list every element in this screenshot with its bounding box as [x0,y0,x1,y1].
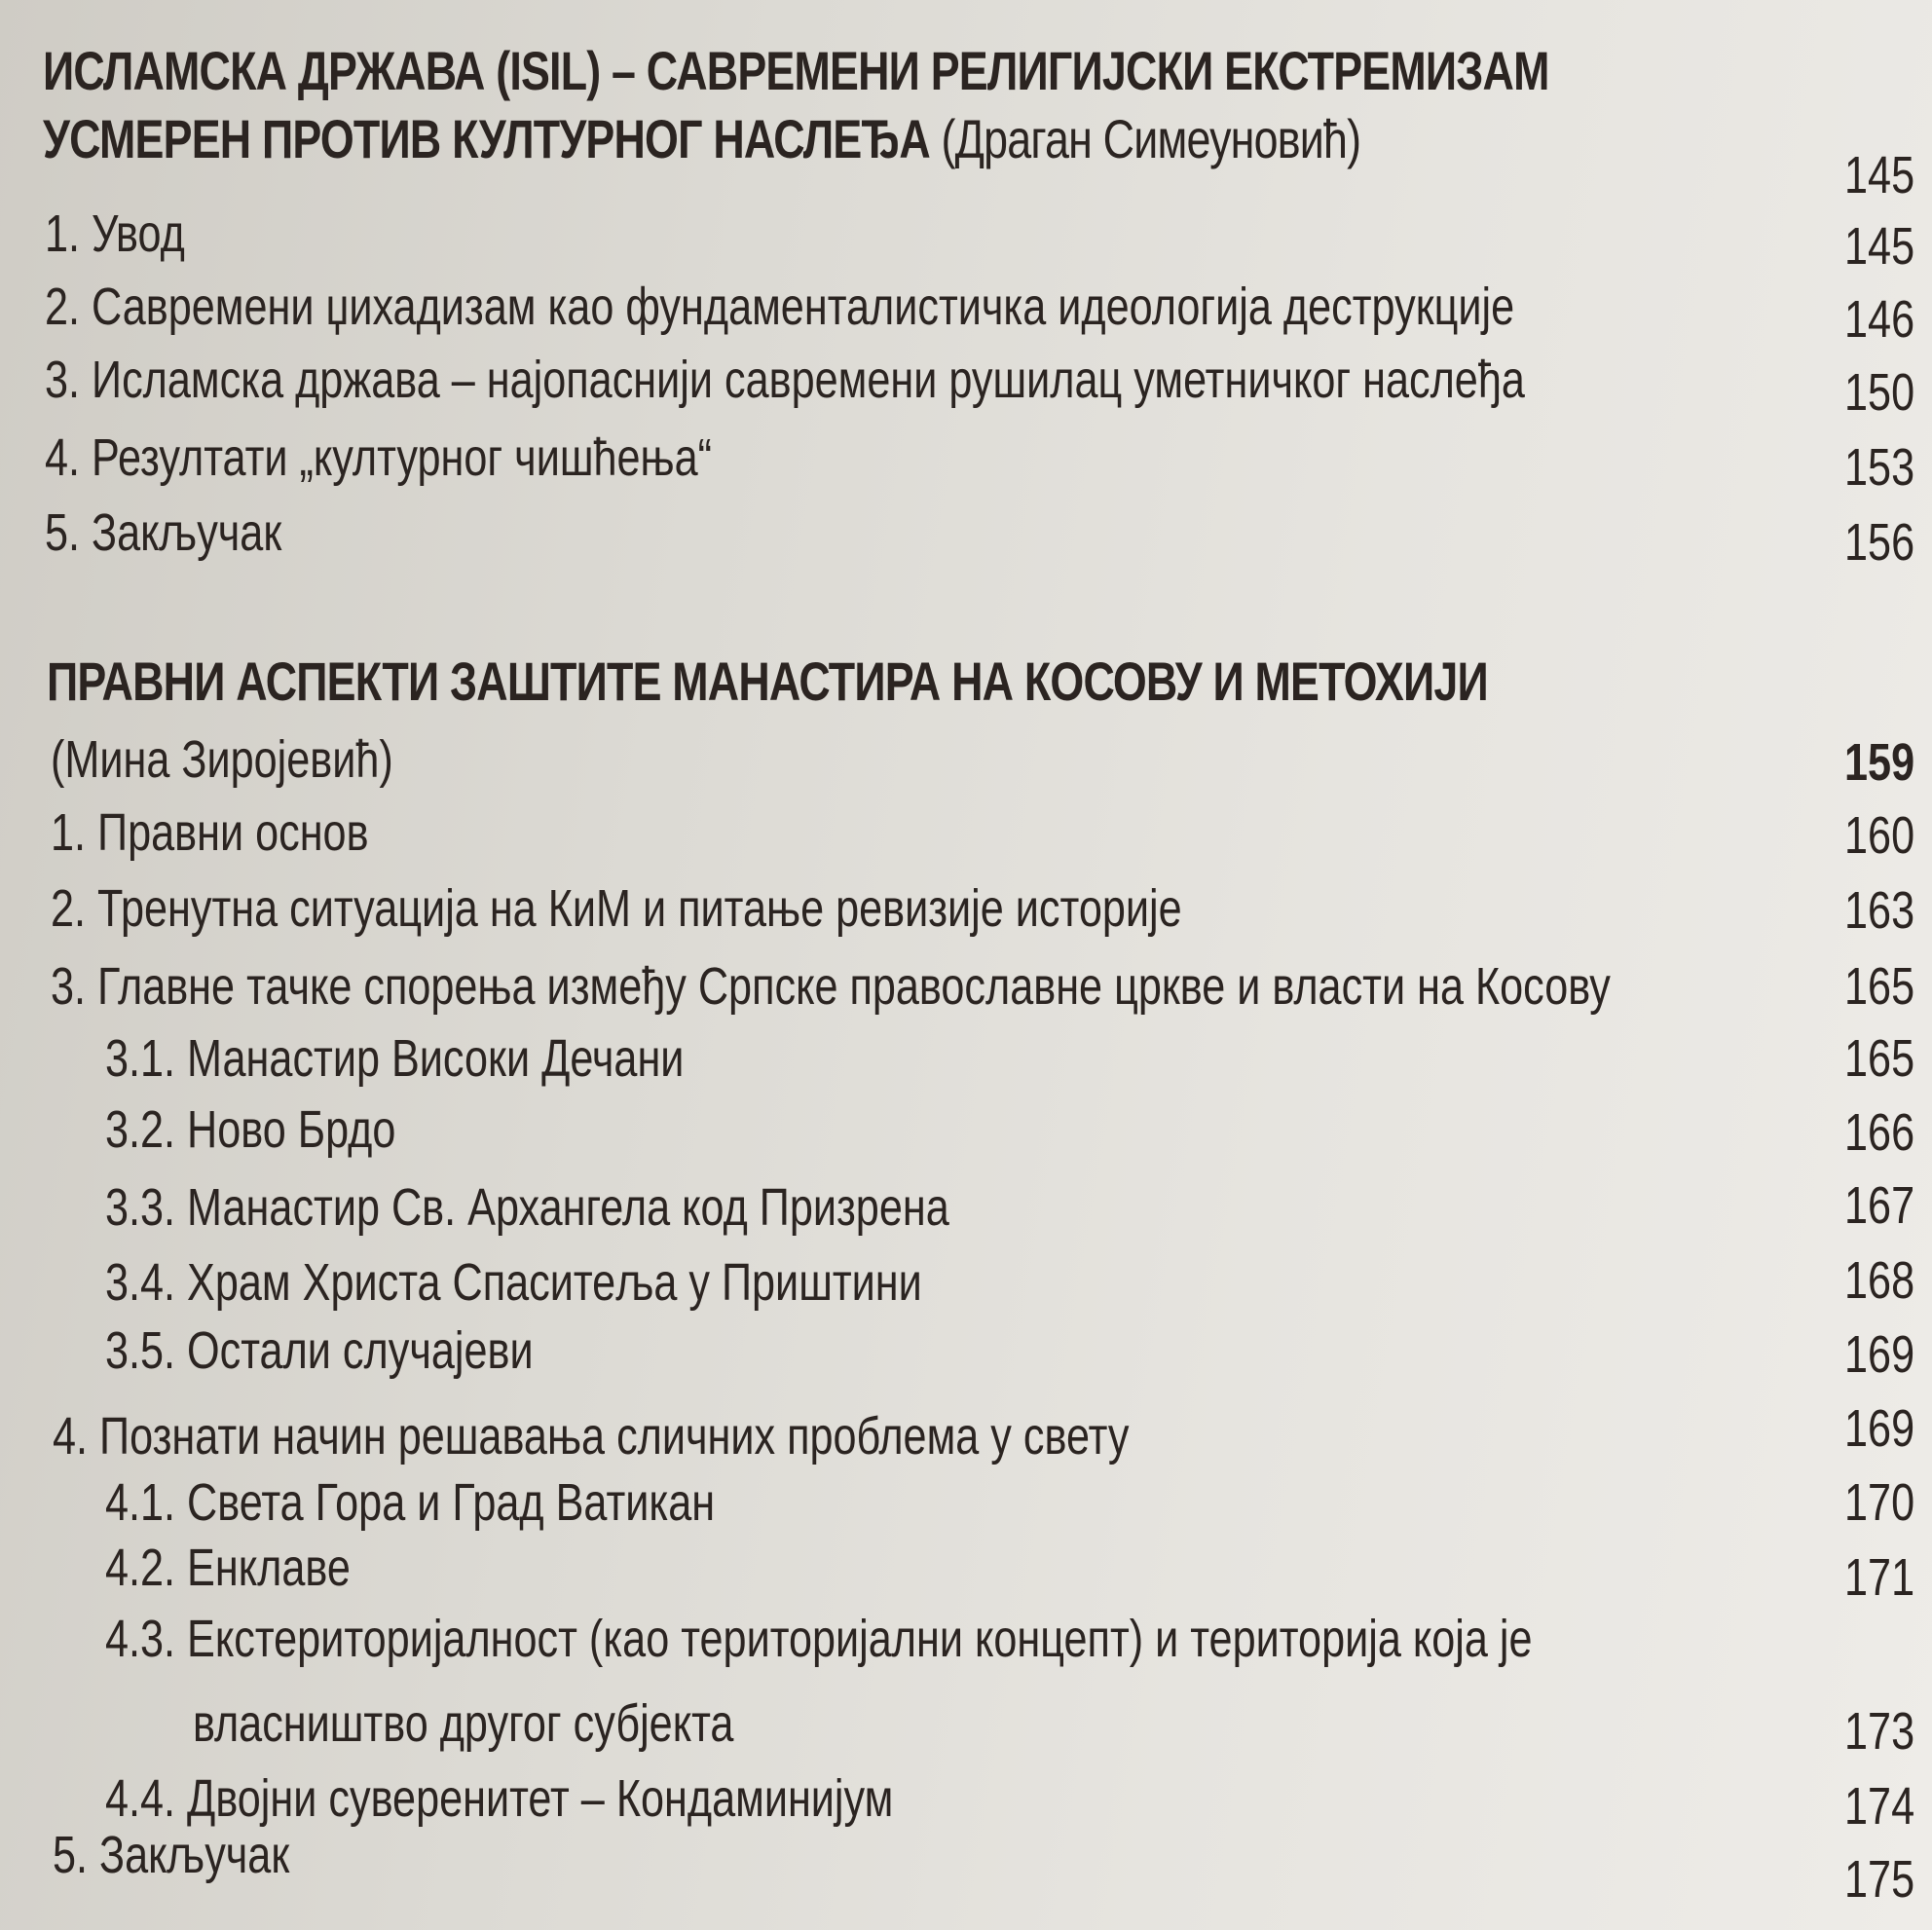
toc-entry: 3.5. Остали случајеви [105,1321,534,1380]
section-1-title-text: УСМЕРЕН ПРОТИВ КУЛТУРНОГ НАСЛЕЂА [43,108,930,169]
toc-page-number: 166 [1843,1103,1914,1162]
toc-page-number: 174 [1843,1777,1914,1836]
toc-page-number: 146 [1843,290,1914,349]
toc-page-number: 169 [1843,1399,1914,1458]
section-1-author: (Драган Симеуновић) [941,108,1361,169]
toc-page-number: 173 [1843,1702,1914,1761]
toc-page-number: 170 [1843,1473,1914,1532]
toc-entry: 1. Увод [45,204,185,263]
toc-entry: 3.1. Манастир Високи Дечани [105,1029,685,1088]
section-1-title-line-2 [43,105,1360,173]
toc-entry: 1. Правни основ [51,803,369,862]
toc-page-number: 153 [1843,438,1914,497]
toc-entry: 3.2. Ново Брдо [105,1100,396,1159]
toc-page-number: 169 [1843,1325,1914,1384]
toc-entry: 4.2. Енклаве [105,1539,351,1597]
toc-page-number: 165 [1843,957,1914,1016]
toc-entry: 3. Главне тачке спорења између Српске православне цркве и власти на Косову [51,957,1611,1016]
toc-page-number: 163 [1843,881,1914,940]
toc-entry: 3. Исламска држава – најопаснији савремени рушилац уметничког наслеђа [45,351,1525,409]
toc-entry: 4.3. Екстериторијалност (као територијални концепт) и територија која је [105,1610,1533,1668]
toc-page-number: 175 [1843,1850,1914,1909]
toc-entry: 3.3. Манастир Св. Архангела код Призрена [105,1178,949,1237]
section-1-title-line-1: ИСЛАМСКА ДРЖАВА (ISIL) – САВРЕМЕНИ РЕЛИГИЈСКИ ЕКСТРЕМИЗАМ [43,40,1549,101]
section-2-author: (Мина Зиројевић) [51,730,393,789]
toc-page-number: 168 [1843,1251,1914,1310]
toc-page-number: 150 [1843,363,1914,422]
toc-page-number: 156 [1843,513,1914,572]
toc-entry: 2. Савремени џихадизам као фундаменталистичка идеологија деструкције [45,278,1515,336]
toc-page-number: 167 [1843,1176,1914,1235]
toc-entry: 4.4. Двојни суверенитет – Кондаминијум [105,1769,894,1828]
toc-page-number: 160 [1843,806,1914,865]
toc-entry: 4.1. Света Гора и Град Ватикан [105,1473,716,1532]
section-1-page-number: 145 [1843,146,1914,204]
toc-page-number: 171 [1843,1548,1914,1607]
toc-entry: 4. Познати начин решавања сличних проблема у свету [53,1407,1130,1466]
toc-entry: 5. Закључак [53,1826,290,1884]
section-2-page-number: 159 [1843,733,1914,792]
toc-page-number: 165 [1843,1029,1914,1088]
toc-page-number: 145 [1843,217,1914,276]
toc-entry: 4. Резултати „културног чишћења“ [45,428,713,487]
section-2-title: ПРАВНИ АСПЕКТИ ЗАШТИТЕ МАНАСТИРА НА КОСОВУ И МЕТОХИЈИ [47,650,1488,712]
toc-entry-continuation: власништво другог субјекта [193,1694,734,1753]
toc-entry: 5. Закључак [45,503,282,562]
toc-entry: 3.4. Храм Христа Спаситеља у Приштини [105,1253,922,1312]
toc-entry: 2. Тренутна ситуација на КиМ и питање ревизије историје [51,879,1182,938]
